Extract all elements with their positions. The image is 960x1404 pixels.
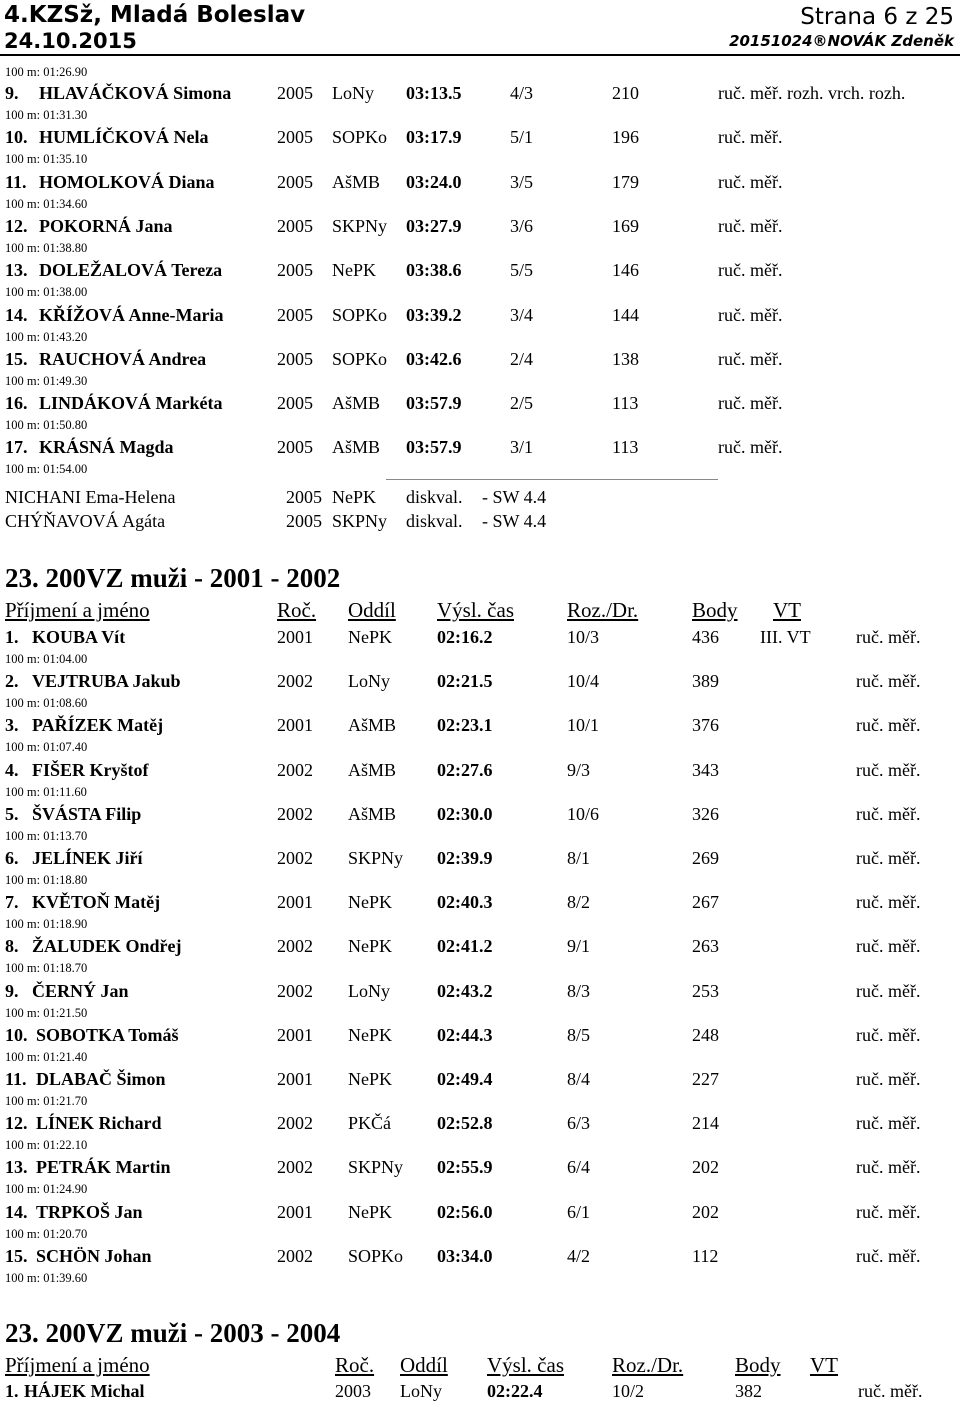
result-time: 02:22.4 [487, 1381, 543, 1401]
birth-year: 2005 [277, 171, 313, 192]
result-time: 03:42.6 [406, 348, 462, 369]
birth-year: 2005 [277, 260, 313, 281]
points: 269 [692, 848, 719, 868]
table-row [0, 625, 960, 649]
timing-note: ruč. měř. [856, 715, 921, 736]
result-rank: 9. [5, 980, 19, 1001]
result-time: 02:52.8 [437, 1113, 493, 1134]
split-time: 100 m: 01:18.70 [5, 961, 88, 976]
dsq-status: diskval. [406, 487, 463, 507]
birth-year: 2005 [277, 437, 313, 458]
result-rank: 15. [5, 348, 28, 369]
result-time: 02:30.0 [437, 803, 493, 824]
heat-lane: 3/5 [510, 171, 534, 192]
table-row [0, 934, 960, 958]
results-divider [386, 479, 718, 480]
timing-note: ruč. měř. [856, 759, 921, 780]
result-rank: 5. [5, 803, 19, 824]
points: 202 [692, 1157, 719, 1178]
birth-year: 2002 [277, 1157, 313, 1178]
points: 436 [692, 627, 719, 647]
timing-note: ruč. měř. [718, 171, 783, 192]
table-row [0, 979, 960, 1003]
athlete-name: LINDÁKOVÁ Markéta [39, 393, 223, 414]
athlete-name: KŘÍŽOVÁ Anne-Maria [39, 304, 224, 325]
table-row [0, 669, 960, 693]
result-time: 03:27.9 [406, 215, 462, 236]
dsq-status: diskval. [406, 511, 463, 531]
section-title-2001-2002: 23. 200VZ muži - 2001 - 2002 [5, 563, 341, 593]
result-rank: 11. [5, 171, 27, 192]
result-rank: 12. [5, 1113, 28, 1134]
club-name: NePK [348, 1201, 392, 1222]
athlete-name: TRPKOŠ Jan [36, 1201, 143, 1222]
table-row [0, 258, 960, 282]
result-rank: 13. [5, 1157, 28, 1178]
birth-year: 2005 [277, 127, 313, 148]
club-name: LoNy [348, 671, 390, 692]
timing-note: ruč. měř. [718, 393, 783, 414]
club-name: SOPKo [332, 127, 388, 148]
timing-note: ruč. měř. [856, 627, 921, 647]
club-name: LoNy [348, 980, 390, 1001]
vt-class: III. VT [760, 627, 811, 647]
result-time: 02:16.2 [437, 627, 493, 647]
points: 343 [692, 759, 719, 780]
heat-lane: 2/4 [510, 348, 534, 369]
heat-lane: 9/1 [567, 936, 591, 957]
column-header: Výsl. čas [487, 1353, 564, 1377]
heat-lane: 8/4 [567, 1069, 591, 1089]
club-name: AšMB [332, 393, 381, 414]
athlete-name: DLABAČ Šimon [36, 1069, 166, 1089]
timing-note: ruč. měř. [856, 1157, 921, 1178]
table-row [0, 802, 960, 826]
club-name: LoNy [332, 83, 374, 103]
points: 263 [692, 936, 719, 957]
result-rank: 15. [5, 1245, 28, 1266]
table-row [0, 170, 960, 194]
table-header-2003-2004 [0, 1353, 960, 1379]
table-row [0, 214, 960, 238]
heat-lane: 10/6 [567, 803, 600, 824]
timing-note: ruč. měř. [856, 936, 921, 957]
athlete-name: PETRÁK Martin [36, 1157, 171, 1178]
athlete-name: KRÁSNÁ Magda [39, 437, 174, 458]
club-name: SOPKo [332, 304, 388, 325]
split-time: 100 m: 01:08.60 [5, 696, 88, 711]
birth-year: 2001 [277, 627, 313, 647]
athlete-name: HOMOLKOVÁ Diana [39, 171, 215, 192]
heat-lane: 8/2 [567, 892, 591, 913]
heat-lane: 3/1 [510, 437, 534, 458]
club-name: NePK [348, 936, 392, 957]
table-row [0, 303, 960, 327]
birth-year: 2003 [335, 1381, 371, 1401]
table-row [0, 125, 960, 149]
result-rank: 7. [5, 892, 19, 913]
points: 227 [692, 1069, 719, 1089]
club-name: NePK [332, 487, 376, 507]
heat-lane: 10/3 [567, 627, 600, 647]
heat-lane: 5/1 [510, 127, 534, 148]
athlete-name: HÁJEK Michal [24, 1381, 145, 1401]
split-time: 100 m: 01:31.30 [5, 108, 88, 122]
club-name: NePK [348, 892, 392, 913]
athlete-name: FIŠER Kryštof [32, 759, 149, 780]
split-time: 100 m: 01:49.30 [5, 373, 88, 388]
heat-lane: 8/1 [567, 848, 591, 868]
table-row [0, 81, 960, 105]
result-time: 02:40.3 [437, 892, 493, 913]
birth-year: 2001 [277, 1024, 313, 1045]
timing-note: ruč. měř. [856, 980, 921, 1001]
table-row [0, 1067, 960, 1091]
club-name: LoNy [400, 1381, 442, 1401]
result-rank: 1. [5, 627, 19, 647]
result-rank: 13. [5, 260, 28, 281]
birth-year: 2005 [277, 304, 313, 325]
table-row [0, 1155, 960, 1179]
athlete-name: ŽALUDEK Ondřej [32, 936, 182, 957]
points: 144 [612, 304, 639, 325]
result-rank: 2. [5, 671, 19, 692]
timing-note: ruč. měř. [718, 260, 783, 281]
table-row [0, 1111, 960, 1135]
athlete-name: DOLEŽALOVÁ Tereza [39, 260, 223, 281]
split-time: 100 m: 01:38.00 [5, 285, 88, 300]
club-name: NePK [332, 260, 376, 281]
points: 214 [692, 1113, 719, 1134]
club-name: SOPKo [348, 1245, 404, 1266]
heat-lane: 8/5 [567, 1024, 591, 1045]
table-row [0, 1200, 960, 1224]
points: 382 [735, 1381, 762, 1401]
split-time: 100 m: 01:35.10 [5, 152, 88, 167]
table-row [0, 485, 960, 509]
club-name: SKPNy [332, 511, 388, 531]
birth-year: 2005 [286, 511, 322, 531]
table-row [0, 758, 960, 782]
points: 376 [692, 715, 719, 736]
column-header: Oddíl [348, 598, 396, 622]
column-header: Příjmení a jméno [5, 598, 150, 622]
split-time: 100 m: 01:24.90 [5, 1182, 88, 1197]
result-time: 03:57.9 [406, 393, 462, 414]
athlete-name: PAŘÍZEK Matěj [32, 715, 164, 736]
result-time: 03:34.0 [437, 1245, 493, 1266]
athlete-name: KVĚTOŇ Matěj [32, 892, 161, 913]
split-time: 100 m: 01:21.40 [5, 1049, 88, 1064]
athlete-name: CHÝŇAVOVÁ Agáta [5, 511, 166, 531]
heat-lane: 5/5 [510, 260, 534, 281]
header-rule [0, 54, 960, 56]
birth-year: 2005 [277, 83, 313, 103]
column-header: Příjmení a jméno [5, 1353, 150, 1377]
club-name: NePK [348, 627, 392, 647]
table-row [0, 435, 960, 459]
points: 146 [612, 260, 639, 281]
points: 248 [692, 1024, 719, 1045]
split-time: 100 m: 01:39.60 [5, 1270, 88, 1285]
birth-year: 2002 [277, 1113, 313, 1134]
heat-lane: 9/3 [567, 759, 591, 780]
timing-note: ruč. měř. [718, 304, 783, 325]
result-time: 02:56.0 [437, 1201, 493, 1222]
points: 389 [692, 671, 719, 692]
birth-year: 2002 [277, 803, 313, 824]
split-time: 100 m: 01:07.40 [5, 740, 88, 755]
dsq-rule: - SW 4.4 [482, 487, 547, 507]
column-header: Body [735, 1353, 781, 1377]
timing-note: ruč. měř. [856, 1245, 921, 1266]
result-time: 03:13.5 [406, 83, 462, 103]
club-name: SKPNy [332, 215, 388, 236]
athlete-name: SCHÖN Johan [36, 1245, 152, 1266]
points: 196 [612, 127, 639, 148]
column-header: VT [810, 1353, 838, 1377]
split-time: 100 m: 01:26.90 [5, 65, 88, 79]
column-header: Výsl. čas [437, 598, 514, 622]
split-time: 100 m: 01:38.80 [5, 240, 88, 255]
split-time: 100 m: 01:50.80 [5, 418, 88, 433]
result-rank: 12. [5, 215, 28, 236]
result-rank: 14. [5, 1201, 28, 1222]
result-time: 02:55.9 [437, 1157, 493, 1178]
heat-lane: 6/3 [567, 1113, 591, 1134]
split-time: 100 m: 01:04.00 [5, 652, 88, 666]
table-header-2001-2002 [0, 598, 960, 624]
table-row [0, 846, 960, 870]
table-row [0, 391, 960, 415]
heat-lane: 8/3 [567, 980, 591, 1001]
column-header: Roč. [277, 598, 317, 622]
table-row [0, 890, 960, 914]
club-name: NePK [348, 1069, 392, 1089]
club-name: SOPKo [332, 348, 388, 369]
split-time: 100 m: 01:21.50 [5, 1005, 88, 1020]
result-time: 02:27.6 [437, 759, 493, 780]
result-time: 02:23.1 [437, 715, 493, 736]
timing-note: ruč. měř. [718, 437, 783, 458]
heat-lane: 10/4 [567, 671, 600, 692]
timing-note: ruč. měř. [856, 1201, 921, 1222]
points: 113 [612, 437, 639, 458]
timing-note: ruč. měř. [858, 1381, 923, 1401]
split-time: 100 m: 01:13.70 [5, 828, 88, 843]
table-row [0, 713, 960, 737]
result-rank: 17. [5, 437, 28, 458]
column-header: Body [692, 598, 738, 622]
result-rank: 3. [5, 715, 19, 736]
heat-lane: 2/5 [510, 393, 534, 414]
split-time: 100 m: 01:18.90 [5, 917, 88, 932]
result-rank: 8. [5, 936, 19, 957]
result-time: 03:17.9 [406, 127, 462, 148]
heat-lane: 6/4 [567, 1157, 591, 1178]
split-time: 100 m: 01:20.70 [5, 1226, 88, 1241]
split-time: 100 m: 01:18.80 [5, 873, 88, 887]
timing-note: ruč. měř. rozh. vrch. rozh. [718, 83, 906, 103]
club-name: SKPNy [348, 1157, 404, 1178]
points: 267 [692, 892, 719, 913]
athlete-name: VEJTRUBA Jakub [32, 671, 181, 692]
result-time: 03:38.6 [406, 260, 462, 281]
club-name: AšMB [348, 715, 397, 736]
heat-lane: 3/4 [510, 304, 534, 325]
athlete-name: ŠVÁSTA Filip [32, 803, 142, 824]
birth-year: 2001 [277, 1201, 313, 1222]
meet-title: 4.KZSž, Mladá Boleslav [4, 2, 306, 28]
athlete-name: JELÍNEK Jiří [32, 848, 143, 868]
athlete-name: RAUCHOVÁ Andrea [39, 348, 207, 369]
birth-year: 2002 [277, 848, 313, 868]
birth-year: 2001 [277, 715, 313, 736]
result-time: 03:24.0 [406, 171, 462, 192]
athlete-name: HUMLÍČKOVÁ Nela [39, 127, 209, 148]
result-rank: 9. [5, 83, 19, 103]
page-number: Strana 6 z 25 [800, 4, 954, 30]
timing-note: ruč. měř. [856, 671, 921, 692]
athlete-name: ČERNÝ Jan [32, 980, 129, 1001]
column-header: Roz./Dr. [567, 598, 639, 622]
points: 138 [612, 348, 639, 369]
heat-lane: 4/3 [510, 83, 534, 103]
table-row [0, 1023, 960, 1047]
birth-year: 2002 [277, 759, 313, 780]
result-rank: 11. [5, 1069, 27, 1089]
birth-year: 2002 [277, 936, 313, 957]
column-header: Oddíl [400, 1353, 448, 1377]
birth-year: 2005 [277, 215, 313, 236]
points: 253 [692, 980, 719, 1001]
document-code: 20151024®NOVÁK Zdeněk [729, 32, 954, 50]
timing-note: ruč. měř. [718, 215, 783, 236]
athlete-name: NICHANI Ema-Helena [5, 487, 176, 507]
club-name: SKPNy [348, 848, 404, 868]
points: 113 [612, 393, 639, 414]
athlete-name: POKORNÁ Jana [39, 215, 173, 236]
table-row [0, 347, 960, 371]
timing-note: ruč. měř. [718, 348, 783, 369]
table-row [0, 509, 960, 533]
table-row [0, 1244, 960, 1268]
points: 326 [692, 803, 719, 824]
timing-note: ruč. měř. [718, 127, 783, 148]
result-time: 02:21.5 [437, 671, 493, 692]
timing-note: ruč. měř. [856, 1024, 921, 1045]
column-header: Roč. [335, 1353, 375, 1377]
heat-lane: 6/1 [567, 1201, 591, 1222]
club-name: PKČá [348, 1113, 392, 1134]
split-time: 100 m: 01:21.70 [5, 1094, 88, 1108]
result-time: 02:43.2 [437, 980, 493, 1001]
split-time: 100 m: 01:43.20 [5, 329, 88, 344]
birth-year: 2005 [277, 348, 313, 369]
club-name: AšMB [332, 171, 381, 192]
birth-year: 2002 [277, 1245, 313, 1266]
points: 210 [612, 83, 639, 103]
result-rank: 10. [5, 1024, 28, 1045]
dsq-rule: - SW 4.4 [482, 511, 547, 531]
heat-lane: 10/1 [567, 715, 600, 736]
result-time: 03:57.9 [406, 437, 462, 458]
birth-year: 2005 [277, 393, 313, 414]
athlete-name: LÍNEK Richard [36, 1113, 162, 1134]
split-time: 100 m: 01:54.00 [5, 462, 88, 477]
points: 169 [612, 215, 639, 236]
points: 202 [692, 1201, 719, 1222]
table-row [0, 1379, 960, 1403]
result-time: 02:41.2 [437, 936, 493, 957]
result-rank: 10. [5, 127, 28, 148]
points: 179 [612, 171, 639, 192]
result-time: 02:49.4 [437, 1069, 493, 1089]
meet-date: 24.10.2015 [4, 29, 137, 53]
result-rank: 16. [5, 393, 28, 414]
timing-note: ruč. měř. [856, 848, 921, 868]
club-name: NePK [348, 1024, 392, 1045]
column-header: VT [773, 598, 801, 622]
split-time: 100 m: 01:34.60 [5, 196, 88, 211]
athlete-name: KOUBA Vít [32, 627, 126, 647]
section-title-2003-2004: 23. 200VZ muži - 2003 - 2004 [5, 1318, 341, 1348]
result-time: 02:44.3 [437, 1024, 493, 1045]
split-time: 100 m: 01:22.10 [5, 1138, 88, 1153]
birth-year: 2002 [277, 671, 313, 692]
timing-note: ruč. měř. [856, 892, 921, 913]
split-time: 100 m: 01:11.60 [5, 784, 87, 799]
timing-note: ruč. měř. [856, 803, 921, 824]
heat-lane: 3/6 [510, 215, 534, 236]
club-name: AšMB [332, 437, 381, 458]
result-rank: 1. [5, 1381, 19, 1401]
column-header: Roz./Dr. [612, 1353, 684, 1377]
birth-year: 2001 [277, 892, 313, 913]
result-time: 03:39.2 [406, 304, 462, 325]
points: 112 [692, 1245, 719, 1266]
result-rank: 6. [5, 848, 19, 868]
athlete-name: SOBOTKA Tomáš [36, 1024, 179, 1045]
club-name: AšMB [348, 759, 397, 780]
result-time: 02:39.9 [437, 848, 493, 868]
birth-year: 2002 [277, 980, 313, 1001]
timing-note: ruč. měř. [856, 1069, 921, 1089]
athlete-name: HLAVÁČKOVÁ Simona [39, 83, 232, 103]
result-rank: 14. [5, 304, 28, 325]
birth-year: 2001 [277, 1069, 313, 1089]
club-name: AšMB [348, 803, 397, 824]
timing-note: ruč. měř. [856, 1113, 921, 1134]
heat-lane: 4/2 [567, 1245, 591, 1266]
result-rank: 4. [5, 759, 19, 780]
heat-lane: 10/2 [612, 1381, 645, 1401]
birth-year: 2005 [286, 487, 322, 507]
